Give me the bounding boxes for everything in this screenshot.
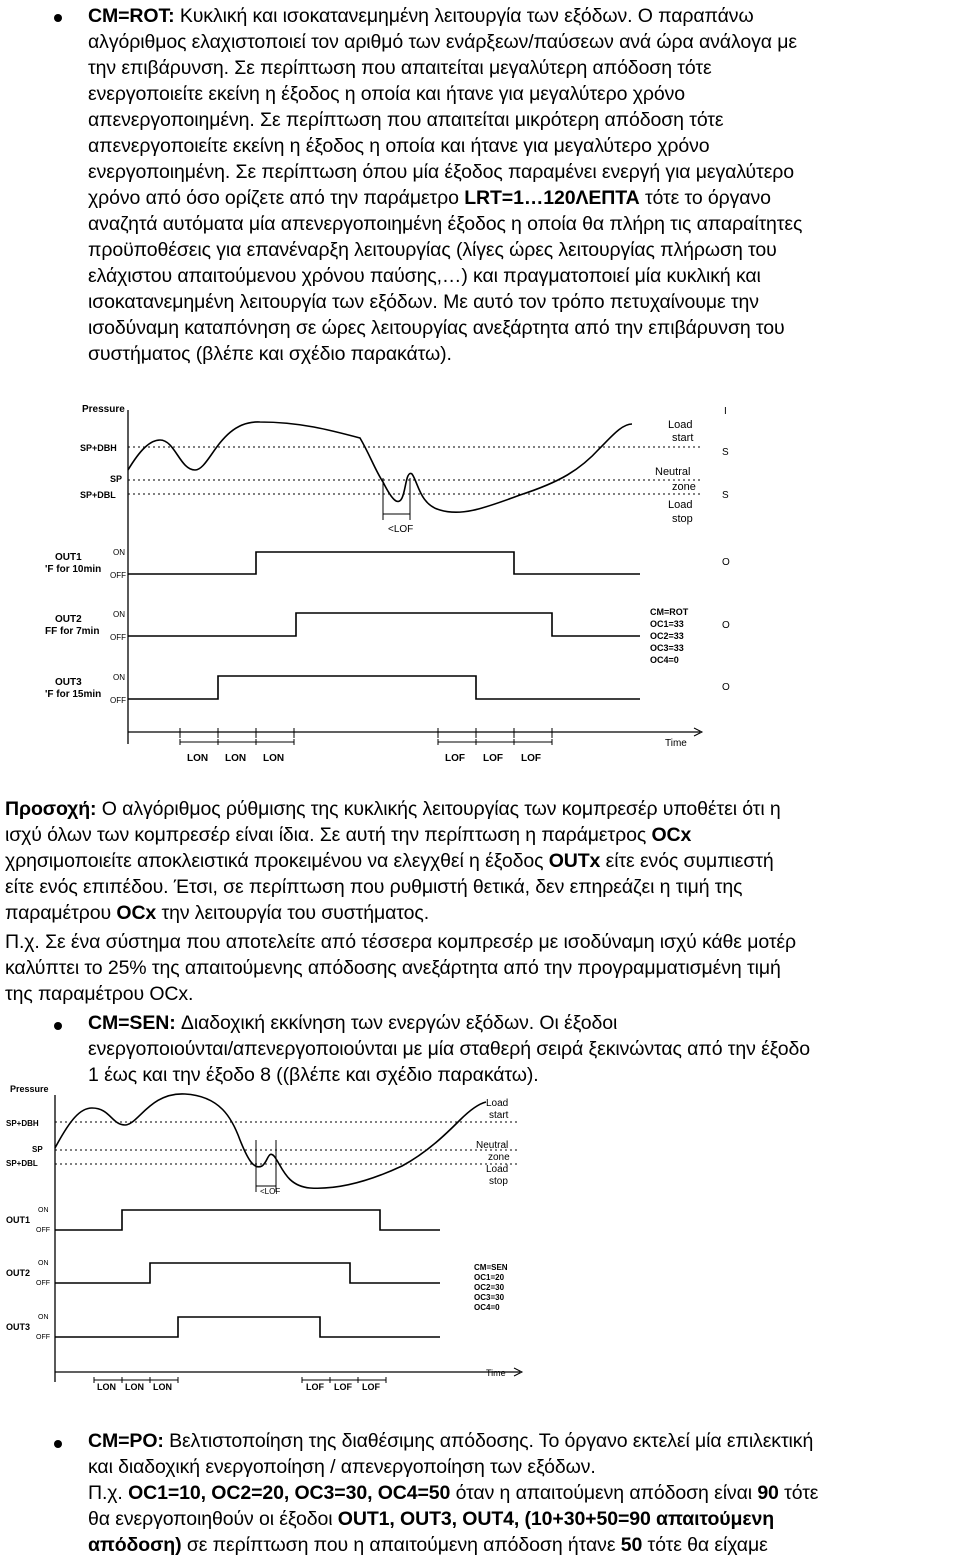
sen-setting-3: OC3=30 [474, 1293, 505, 1302]
sen-bottom-label-5: LOF [362, 1382, 380, 1392]
rot-line-5: απενεργοποιείτε εκείνη η έξοδος η οποία και ήτανε για μεγαλύτερο χρόνο [88, 135, 710, 157]
rot-out1-on: ON [113, 548, 125, 557]
sen-pressure-curve [55, 1094, 486, 1188]
sen-out2-off: OFF [36, 1280, 50, 1287]
rot-line-6: ενεργοποιημένη. Σε περίπτωση όπου μία έξοδος παραμένει ενεργή για μεγαλύτερο [88, 161, 795, 183]
rot-bottom-label-1: LON [225, 753, 247, 764]
rot-line-11: ισοκατανεμημένη λειτουργία των εξόδων. Με αυτό τον τρόπο πετυχαίνουμε την [88, 291, 759, 313]
rot-right-mark-1: I [724, 406, 727, 417]
note-line-7: της παραμέτρου OCx. [5, 983, 194, 1005]
rot-right-mark-3: S [722, 490, 729, 501]
sen-out1-signal [55, 1210, 440, 1230]
sen-out2-label: OUT2 [6, 1268, 31, 1278]
rot-line-1: αλγόριθμος ελαχιστοποιεί τον αριθμό των ενάρξεων/παύσεων ανά ώρα ανάλογα με [88, 31, 797, 53]
note-line-3: είτε ενός επιπέδου. Έτσι, σε περίπτωση που ρυθμιστή θετικά, δεν επηρεάζει η τιμή της [5, 876, 743, 898]
rot-bottom-label-0: LON [187, 753, 209, 764]
sen-line-0: CM=SEN: Διαδοχική εκκίνηση των ενεργών εξόδων. Οι έξοδοι [88, 1012, 618, 1034]
rot-setting-2: OC2=33 [650, 631, 684, 641]
rot-line-3: ενεργοποιείτε εκείνη η έξοδος η οποία και ήτανε για μεγαλύτερο χρόνο [88, 83, 685, 105]
rot-out-mark-3: O [722, 682, 730, 693]
sen-out2-signal [55, 1263, 440, 1283]
rot-spdbh-label: SP+DBH [80, 443, 117, 453]
note-line-4: παραμέτρου OCx την λειτουργία του συστήματος. [5, 902, 430, 924]
rot-bottom-label-3: LOF [445, 753, 465, 764]
rot-line-8: αναζητά αυτόματα μία απενεργοποιημένη έξοδος η οποία θα πλήρη τις απαραίτητες [88, 213, 803, 235]
sen-setting-4: OC4=0 [474, 1303, 500, 1312]
sen-time-label: Time [486, 1368, 506, 1378]
rot-out1-off: OFF [110, 571, 126, 580]
sen-bottom-label-3: LOF [306, 1382, 324, 1392]
rot-neutral-1: Neutral [655, 466, 691, 478]
rot-out3-on: ON [113, 673, 125, 682]
rot-line-10: ελάχιστου απαιτούμενου χρόνου παύσης,…) και πραγματοποιεί μία κυκλική και [88, 265, 761, 287]
sen-bottom-label-4: LOF [334, 1382, 352, 1392]
sen-load-stop-2: stop [489, 1176, 508, 1187]
sen-bottom-label-1: LON [125, 1382, 144, 1392]
rot-out-mark-1: O [722, 557, 730, 568]
rot-out2-sub: FF for 7min [45, 626, 100, 637]
sen-out3-label: OUT3 [6, 1322, 31, 1332]
sen-lof-bracket [256, 1140, 276, 1192]
rot-bottom-label-2: LON [263, 753, 285, 764]
po-line-4: απόδοση) σε περίπτωση που η απαιτούμενη απόδοση ήτανε 50 τότε θα είχαμε [88, 1534, 768, 1556]
rot-line-13: συστήματος (βλέπε και σχέδιο παρακάτω). [88, 343, 452, 365]
rot-load-start-1: Load [668, 419, 693, 431]
rot-pressure-label: Pressure [82, 404, 125, 415]
rot-time-label: Time [665, 738, 687, 749]
sen-setting-1: OC1=20 [474, 1273, 505, 1282]
rot-line-12: ισοδύναμη καταπόνηση σε ώρες λειτουργίας ανεξάρτητα από την επιβάρυνση του [88, 317, 785, 339]
sen-line-2: 1 έως και την έξοδο 8 ((βλέπε και σχέδιο παρακάτω). [88, 1064, 539, 1086]
rot-spdbl-label: SP+DBL [80, 490, 116, 500]
sen-bottom-label-0: LON [97, 1382, 116, 1392]
rot-line-4: απενεργοποιημένη. Σε περίπτωση που απαιτείται μικρότερη απόδοση τότε [88, 109, 724, 131]
sen-out3-on: ON [38, 1314, 49, 1321]
sen-load-start-2: start [489, 1110, 509, 1121]
sen-out1-on: ON [38, 1207, 49, 1214]
rot-line-7: χρόνο από όσο ορίζετε από την παράμετρο LRT=1…120ΛΕΠΤΑ τότε το όργανο [88, 187, 771, 209]
sen-out3-off: OFF [36, 1334, 50, 1341]
po-line-0: CM=PO: Βελτιστοποίηση της διαθέσιμης απόδοσης. Το όργανο εκτελεί μία επιλεκτική [88, 1430, 814, 1452]
sen-out1-off: OFF [36, 1227, 50, 1234]
rot-out3-sub: 'F for 15min [45, 689, 102, 700]
rot-out1-sub: 'F for 10min [45, 564, 102, 575]
rot-load-stop-1: Load [668, 499, 693, 511]
rot-bottom-label-5: LOF [521, 753, 541, 764]
note-line-5: Π.χ. Σε ένα σύστημα που αποτελείτε από τέσσερα κομπρεσέρ με ισοδύναμη ισχύ κάθε μοτέρ [5, 931, 797, 953]
rot-out1-label: OUT1 [55, 552, 82, 563]
rot-out2-label: OUT2 [55, 614, 82, 625]
sen-bottom-label-2: LON [153, 1382, 172, 1392]
note-line-0: Προσοχή: Ο αλγόριθμος ρύθμισης της κυκλικής λειτουργίας των κομπρεσέρ υποθέτει ότι η [5, 798, 781, 820]
rot-setting-3: OC3=33 [650, 643, 684, 653]
rot-line-9: προϋποθέσεις για επανέναρξη λειτουργίας (λίγες ώρες λειτουργίας πλήρωση του [88, 239, 777, 261]
sen-out3-signal [55, 1317, 440, 1337]
po-line-2: Π.χ. OC1=10, OC2=20, OC3=30, OC4=50 όταν η απαιτούμενη απόδοση είναι 90 τότε [88, 1482, 819, 1504]
po-line-3: θα ενεργοποιηθούν οι έξοδοι OUT1, OUT3, OUT4, (10+30+50=90 απαιτούμενη [88, 1508, 775, 1530]
rot-neutral-2: zone [672, 481, 696, 493]
rot-setting-0: CM=ROT [650, 607, 689, 617]
sen-neutral-1: Neutral [476, 1140, 509, 1151]
note-line-1: ισχύ όλων των κομπρεσέρ είναι ίδια. Σε αυτή την περίπτωση η παράμετρος OCx [5, 824, 692, 846]
sen-setting-2: OC2=30 [474, 1283, 505, 1292]
rot-setting-1: OC1=33 [650, 619, 684, 629]
sen-load-start-1: Load [486, 1098, 509, 1109]
rot-out-mark-2: O [722, 620, 730, 631]
sen-setting-0: CM=SEN [474, 1263, 508, 1272]
rot-sp-label: SP [110, 474, 123, 484]
rot-bottom-label-4: LOF [483, 753, 503, 764]
sen-line-1: ενεργοποιούνται/απενεργοποιούνται με μία σταθερή σειρά ξεκινώντας από την έξοδο [88, 1038, 811, 1060]
sen-spdbl-label: SP+DBL [6, 1159, 38, 1168]
po-line-1: και διαδοχική ενεργοποίηση / απενεργοποίηση των εξόδων. [88, 1456, 596, 1478]
rot-line-2: την επιβάρυνση. Σε περίπτωση που απαιτείται μεγαλύτερη απόδοση τότε [88, 57, 712, 79]
sen-lof-marker: <LOF [260, 1187, 281, 1196]
bullet-po [54, 1440, 62, 1448]
rot-line-0: CM=ROT: Κυκλική και ισοκατανεμημένη λειτουργία των εξόδων. Ο παραπάνω [88, 5, 754, 27]
sen-sp-label: SP [32, 1145, 43, 1154]
note-line-2: χρησιμοποιείτε αποκλειστικά προκειμένου να ελεγχθεί η έξοδος OUTx είτε ενός συμπιεστή [5, 850, 774, 872]
sen-out1-label: OUT1 [6, 1215, 31, 1225]
sen-out2-on: ON [38, 1260, 49, 1267]
rot-load-stop-2: stop [672, 513, 693, 525]
rot-load-start-2: start [672, 432, 694, 444]
rot-lof-marker: <LOF [388, 524, 414, 535]
rot-out2-off: OFF [110, 633, 126, 642]
rot-setting-4: OC4=0 [650, 655, 679, 665]
rot-out2-on: ON [113, 610, 125, 619]
sen-neutral-2: zone [488, 1152, 510, 1163]
rot-right-mark-2: S [722, 447, 729, 458]
rot-out3-off: OFF [110, 696, 126, 705]
sen-pressure-label: Pressure [10, 1084, 49, 1094]
rot-out3-label: OUT3 [55, 677, 82, 688]
note-line-6: καλύπτει το 25% της απαιτούμενης απόδοσης ανεξάρτητα από την προγραμματισμένη τιμή [5, 957, 781, 979]
sen-load-stop-1: Load [486, 1164, 509, 1175]
sen-spdbh-label: SP+DBH [6, 1119, 39, 1128]
